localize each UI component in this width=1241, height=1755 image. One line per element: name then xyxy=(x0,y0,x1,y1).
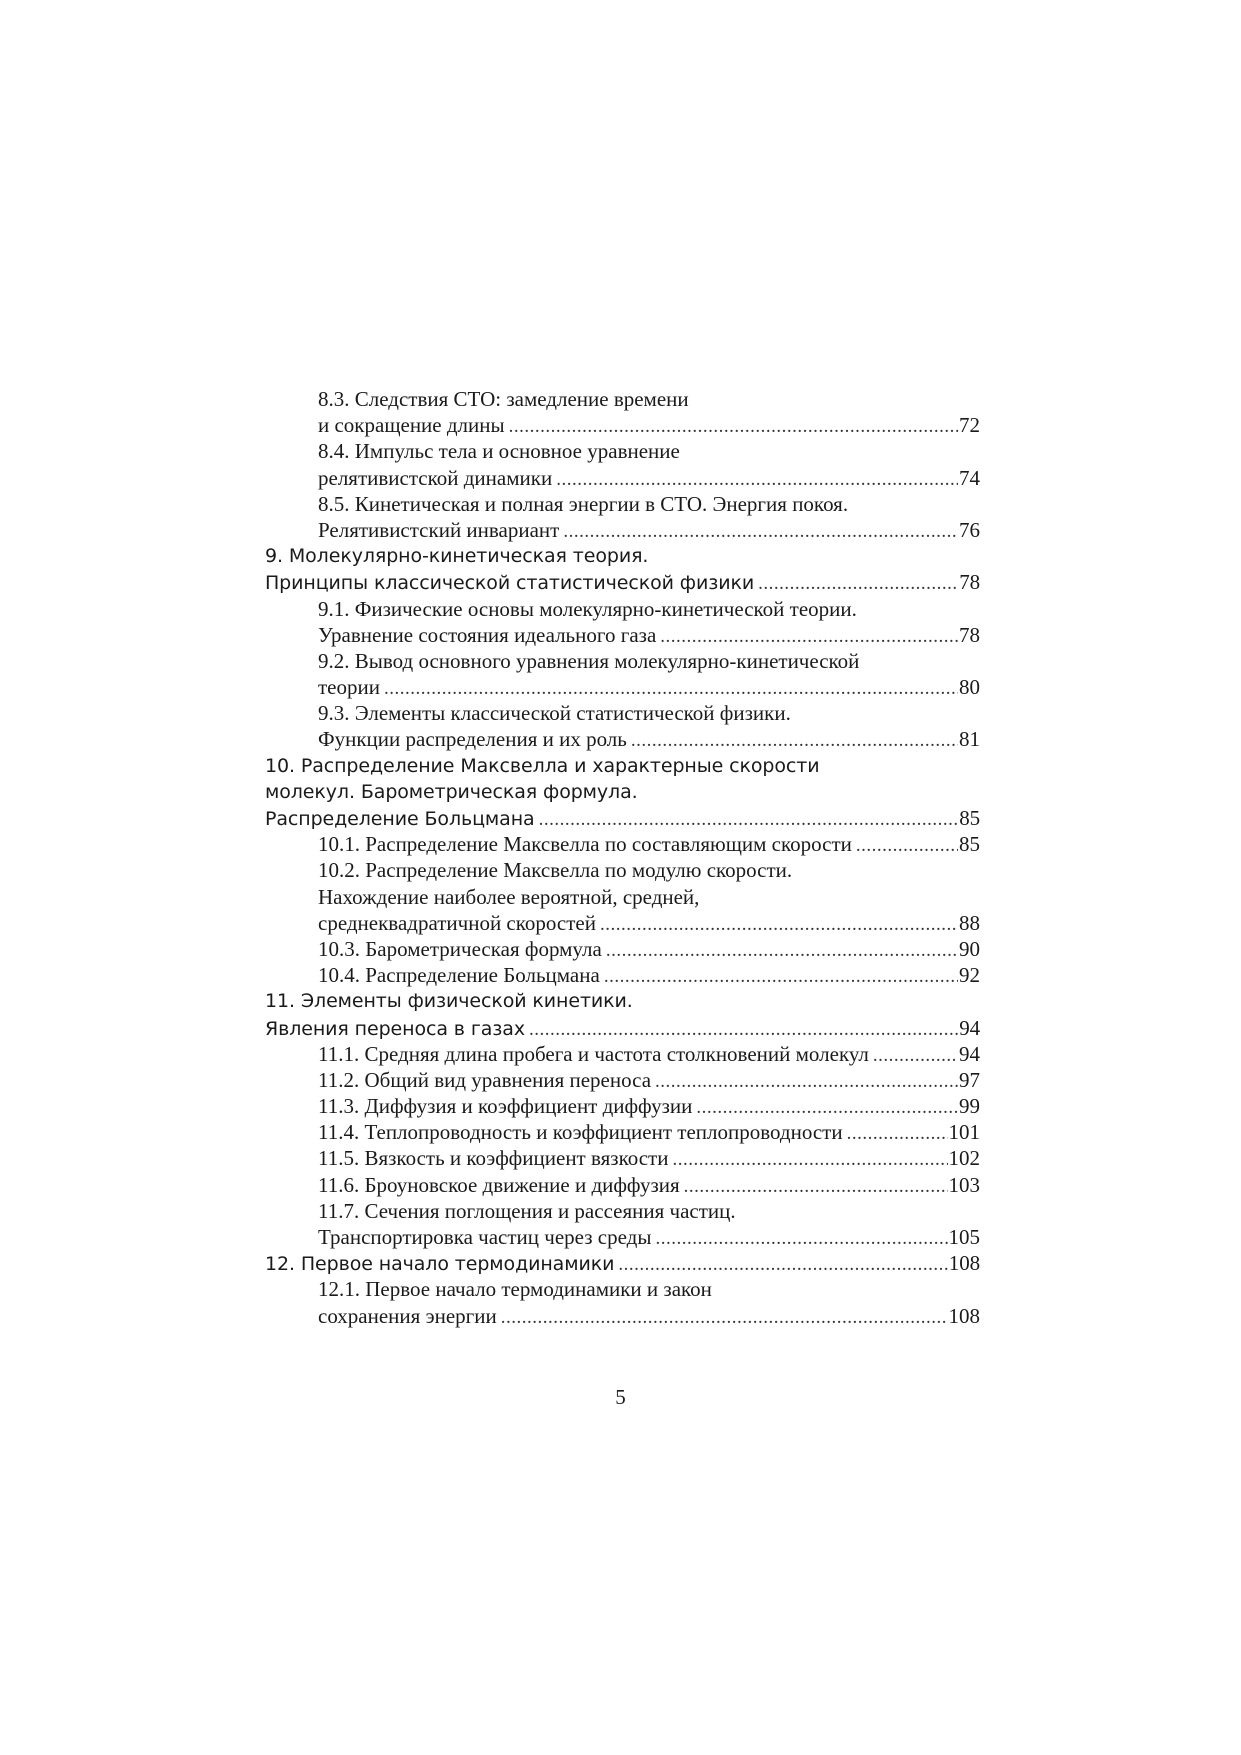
page-ref: 72 xyxy=(959,413,980,438)
page-ref: 88 xyxy=(959,910,980,935)
toc-entry-text: 11.3. Диффузия и коэффициент диффузии xyxy=(318,1094,693,1119)
toc-entry-11-7 xyxy=(265,1224,980,1250)
toc-entry-12-1-title: 12.1. Первое начало термодинамики и закон xyxy=(318,1277,712,1302)
toc-entry-8-5 xyxy=(265,517,980,543)
page-ref: 90 xyxy=(959,936,980,961)
toc-chapter-11-title: 11. Элементы физической кинетики. xyxy=(265,990,633,1013)
toc-entry-text: 11.2. Общий вид уравнения переноса xyxy=(318,1067,652,1092)
dot-leader xyxy=(618,1252,947,1278)
dot-leader xyxy=(873,1043,958,1069)
dot-leader xyxy=(696,1095,958,1121)
table-of-contents xyxy=(265,386,980,1329)
toc-entry-text: Явления переноса в газах xyxy=(265,1017,525,1040)
dot-leader xyxy=(660,624,958,650)
dot-leader xyxy=(758,571,958,597)
toc-entry-text: 10.3. Барометрическая формула xyxy=(318,936,602,961)
page-ref: 80 xyxy=(959,675,980,700)
page-ref: 76 xyxy=(959,517,980,542)
dot-leader xyxy=(672,1147,947,1173)
dot-leader xyxy=(563,519,958,545)
toc-entry-9-1-title: 9.1. Физические основы молекулярно-кинетической теории. xyxy=(318,596,857,621)
toc-entry-text: Релятивистский инвариант xyxy=(318,517,560,542)
toc-entry-11-4 xyxy=(265,1119,980,1145)
dot-leader xyxy=(529,1017,958,1043)
dot-leader xyxy=(501,1305,948,1331)
toc-entry-8-5-title: 8.5. Кинетическая и полная энергии в СТО. Энергия покоя. xyxy=(318,491,849,516)
dot-leader xyxy=(539,807,959,833)
page-ref: 97 xyxy=(959,1067,980,1092)
dot-leader xyxy=(509,414,958,440)
toc-entry-text: Функции распределения и их роль xyxy=(318,727,627,752)
toc-entry-text: сохранения энергии xyxy=(318,1303,497,1328)
toc-entry-11-5 xyxy=(265,1145,980,1171)
toc-chapter-12 xyxy=(265,1250,980,1276)
toc-chapter-11 xyxy=(265,1015,980,1041)
toc-entry-10-2-title: 10.2. Распределение Максвелла по модулю скорости. xyxy=(318,858,793,883)
toc-entry-10-4 xyxy=(265,962,980,988)
toc-entry-text: 11.5. Вязкость и коэффициент вязкости xyxy=(318,1146,669,1171)
dot-leader xyxy=(847,1121,948,1147)
toc-entry-text: 11.1. Средняя длина пробега и частота столкновений молекул xyxy=(318,1041,869,1066)
toc-chapter-10 xyxy=(265,805,980,831)
toc-chapter-10-title-cont: молекул. Барометрическая формула. xyxy=(265,780,638,803)
toc-entry-11-6 xyxy=(265,1172,980,1198)
toc-entry-9-3-title: 9.3. Элементы классической статистической физики. xyxy=(318,701,791,726)
page-ref: 108 xyxy=(948,1251,980,1276)
toc-entry-text: Принципы классической статистической физики xyxy=(265,572,755,595)
toc-entry-text: Уравнение состояния идеального газа xyxy=(318,622,657,647)
page-ref: 108 xyxy=(948,1303,980,1328)
dot-leader xyxy=(655,1226,947,1252)
toc-entry-text: среднеквадратичной скоростей xyxy=(318,910,596,935)
page-ref: 99 xyxy=(959,1094,980,1119)
toc-entry-text: релятивистской динамики xyxy=(318,465,553,490)
dot-leader xyxy=(606,938,958,964)
toc-entry-text: 11.6. Броуновское движение и диффузия xyxy=(318,1172,680,1197)
page-ref: 105 xyxy=(948,1225,980,1249)
toc-entry-9-1 xyxy=(265,622,980,648)
toc-entry-10-1 xyxy=(265,831,980,857)
toc-entry-text: 10.1. Распределение Максвелла по составляющим скорости xyxy=(318,832,852,857)
toc-entry-8-3-title: 8.3. Следствия СТО: замедление времени xyxy=(318,387,689,411)
toc-entry-text: 10.4. Распределение Больцмана xyxy=(318,963,600,988)
page-ref: 85 xyxy=(959,832,980,857)
dot-leader xyxy=(600,912,958,938)
toc-chapter-9-title: 9. Молекулярно-кинетическая теория. xyxy=(265,545,649,568)
page-ref: 81 xyxy=(959,727,980,752)
page-ref: 92 xyxy=(959,963,980,988)
dot-leader xyxy=(856,833,958,859)
page-ref: 102 xyxy=(948,1146,980,1171)
toc-entry-9-2-title: 9.2. Вывод основного уравнения молекулярно-кинетической xyxy=(318,648,860,673)
page-ref: 74 xyxy=(959,465,980,490)
toc-entry-10-3 xyxy=(265,936,980,962)
page-ref: 101 xyxy=(948,1120,980,1145)
toc-entry-text: Транспортировка частиц через среды xyxy=(318,1225,652,1249)
toc-entry-8-3 xyxy=(265,412,980,438)
toc-entry-9-3 xyxy=(265,726,980,752)
toc-entry-8-4-title: 8.4. Импульс тела и основное уравнение xyxy=(318,439,680,464)
page-ref: 85 xyxy=(959,806,980,830)
toc-entry-text: 11.4. Теплопроводность и коэффициент теплопроводности xyxy=(318,1120,843,1145)
dot-leader xyxy=(384,676,958,702)
toc-entry-11-2 xyxy=(265,1067,980,1093)
toc-entry-12-1 xyxy=(265,1303,980,1329)
toc-chapter-10-title: 10. Распределение Максвелла и характерные скорости xyxy=(265,754,820,777)
dot-leader xyxy=(655,1069,958,1095)
toc-entry-text: Распределение Больцмана xyxy=(265,808,535,830)
toc-entry-11-1 xyxy=(265,1041,980,1067)
dot-leader xyxy=(604,964,958,990)
toc-entry-10-2 xyxy=(265,910,980,936)
page-ref: 103 xyxy=(948,1172,980,1197)
dot-leader xyxy=(684,1174,948,1200)
page-ref: 94 xyxy=(959,1041,980,1066)
page-ref: 78 xyxy=(959,622,980,647)
dot-leader xyxy=(556,467,958,493)
toc-entry-11-3 xyxy=(265,1093,980,1119)
page-ref: 78 xyxy=(959,570,980,595)
toc-entry-10-2-title-cont: Нахождение наиболее вероятной, средней, xyxy=(318,884,700,909)
toc-chapter-9 xyxy=(265,569,980,595)
page-ref: 94 xyxy=(959,1015,980,1040)
dot-leader xyxy=(631,728,958,754)
toc-entry-text: 12. Первое начало термодинамики xyxy=(265,1253,615,1276)
toc-entry-text: теории xyxy=(318,675,380,700)
toc-entry-11-7-title: 11.7. Сечения поглощения и рассеяния частиц. xyxy=(318,1198,736,1223)
page-number: 5 xyxy=(615,1385,626,1409)
toc-entry-text: и сокращение длины xyxy=(318,413,505,438)
toc-entry-9-2 xyxy=(265,674,980,700)
toc-entry-8-4 xyxy=(265,465,980,491)
